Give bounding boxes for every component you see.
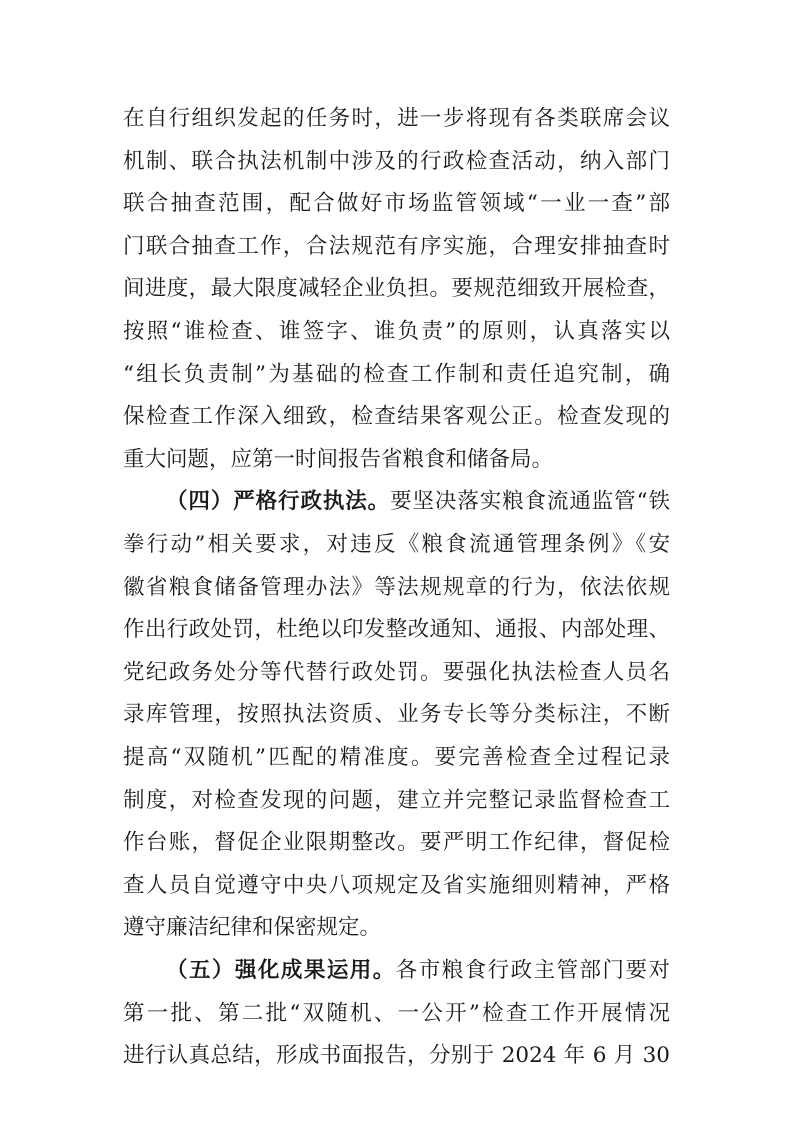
body-text-line: 机制、联合执法机制中涉及的行政检查活动，纳入部门 xyxy=(123,148,670,174)
body-text-line: 门联合抽查工作，合法规范有序实施，合理安排抽查时 xyxy=(123,233,670,259)
body-text-line: 查人员自觉遵守中央八项规定及省实施细则精神，严格 xyxy=(123,872,670,898)
body-text-line: 间进度，最大限度减轻企业负担。要规范细致开展检查， xyxy=(123,276,670,302)
body-text-line: 进行认真总结，形成书面报告，分别于 2024 年 6 月 30 xyxy=(123,1043,670,1069)
body-text-line: “组长负责制”为基础的检查工作制和责任追究制，确 xyxy=(123,361,670,387)
body-text-line: 第一批、第二批“双随机、一公开”检查工作开展情况 xyxy=(123,1000,670,1026)
section-heading-line xyxy=(166,956,670,986)
body-text-line: 徽省粮食储备管理办法》等法规规章的行为，依法依规 xyxy=(123,574,670,600)
body-text-line: 拳行动”相关要求，对违反《粮食流通管理条例》《安 xyxy=(123,532,670,557)
body-text-line: 联合抽查范围，配合做好市场监管领域“一业一查”部 xyxy=(123,191,670,217)
body-text-line: 制度，对检查发现的问题，建立并完整记录监督检查工 xyxy=(123,787,670,813)
body-text: 要坚决落实粮食流通监管“铁 xyxy=(390,489,670,515)
body-text: 各市粮食行政主管部门要对 xyxy=(395,958,670,983)
body-text-line: 录库管理，按照执法资质、业务专长等分类标注，不断 xyxy=(123,702,670,728)
body-text-line: 在自行组织发起的任务时，进一步将现有各类联席会议 xyxy=(123,106,670,131)
body-text-line: 重大问题，应第一时间报告省粮食和储备局。 xyxy=(123,446,554,472)
body-text-line: 作出行政处罚，杜绝以印发整改通知、通报、内部处理、 xyxy=(123,617,670,643)
body-text-line: 遵守廉洁纪律和保密规定。 xyxy=(123,915,382,941)
body-text-line: 按照“谁检查、谁签字、谁负责”的原则，认真落实以 xyxy=(123,319,670,344)
body-text-line: 保检查工作深入细致，检查结果客观公正。检查发现的 xyxy=(123,404,670,430)
section-heading: （五）强化成果运用。 xyxy=(166,958,396,983)
body-text-line: 党纪政务处分等代替行政处罚。要强化执法检查人员名 xyxy=(123,659,670,685)
section-heading: （四）严格行政执法。 xyxy=(166,489,391,515)
body-text-line: 作台账，督促企业限期整改。要严明工作纪律，督促检 xyxy=(123,830,670,856)
body-text-line: 提高“双随机”匹配的精准度。要完善检查全过程记录 xyxy=(123,745,670,770)
section-heading-line xyxy=(166,487,670,517)
